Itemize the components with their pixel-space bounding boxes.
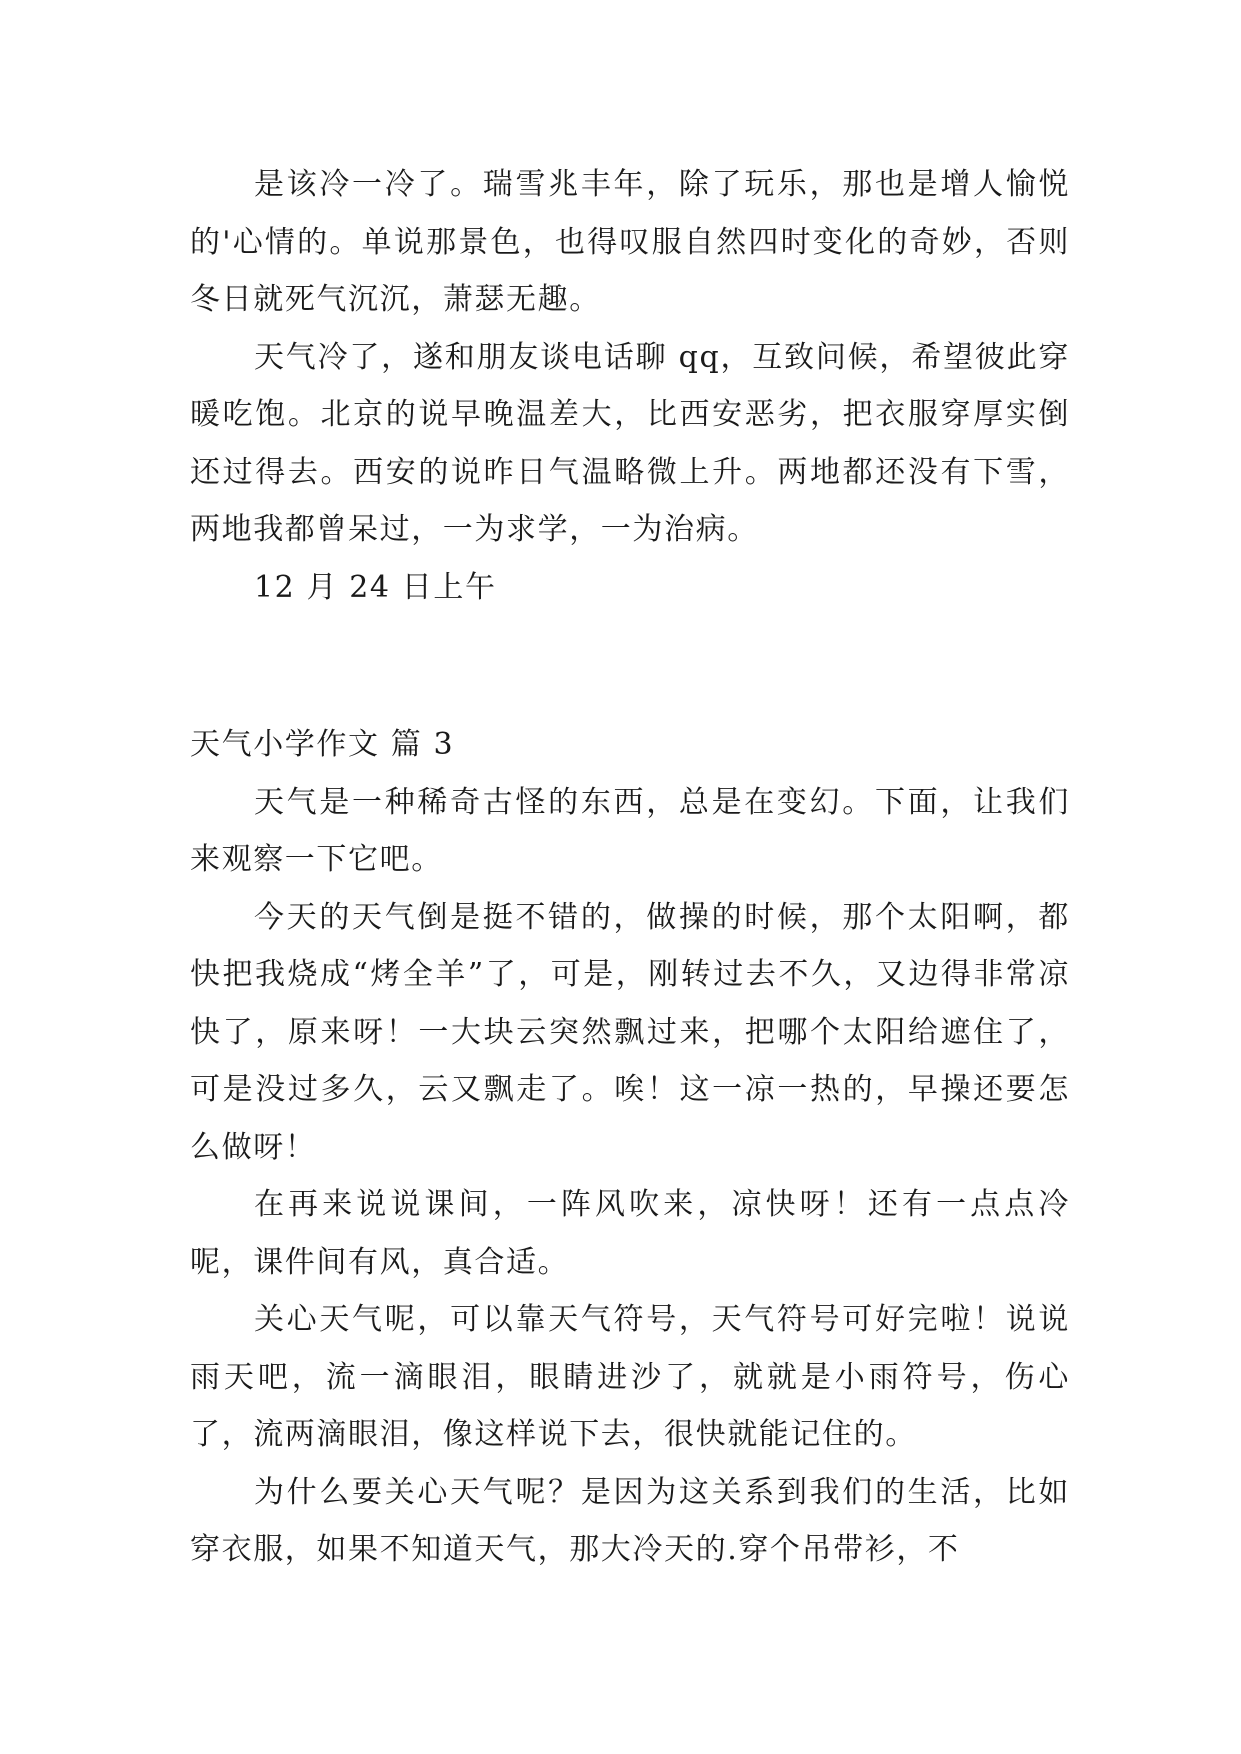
document-body [190,156,1070,1579]
paragraph-3: 天气是一种稀奇古怪的东西，总是在变幻。下面，让我们来观察一下它吧。 [190,784,1070,877]
paragraph-2: 天气冷了，遂和朋友谈电话聊 qq，互致问候，希望彼此穿暖吃饱。北京的说早晚温差大，比西安恶劣，把衣服穿厚实倒还过得去。西安的说昨日气温略微上升。两地都还没有下雪，两地我都曾呆过，一为求学，一为治病。 [190,339,1070,547]
section-title: 天气小学作文 篇 3 [190,727,455,762]
paragraph-4: 今天的天气倒是挺不错的，做操的时候，那个太阳啊，都快把我烧成“烤全羊”了，可是，刚转过去不久，又边得非常凉快了，原来呀！一大块云突然飘过来，把哪个太阳给遮住了，可是没过多久，云又飘走了。唉！这一凉一热的，早操还要怎么做呀！ [190,899,1070,1165]
paragraph-5: 在再来说说课间，一阵风吹来，凉快呀！还有一点点冷呢，课件间有风，真合适。 [190,1187,1070,1280]
paragraph-1: 是该冷一冷了。瑞雪兆丰年，除了玩乐，那也是增人愉悦的'心情的。单说那景色，也得叹服自然四时变化的奇妙，否则冬日就死气沉沉，萧瑟无趣。 [190,167,1070,317]
paragraph-6: 关心天气呢，可以靠天气符号，天气符号可好完啦！说说雨天吧，流一滴眼泪，眼睛进沙了，就就是小雨符号，伤心了，流两滴眼泪，像这样说下去，很快就能记住的。 [190,1302,1070,1452]
date-line: 12 月 24 日上午 [254,569,497,605]
paragraph-7: 为什么要关心天气呢？是因为这关系到我们的生活，比如穿衣服，如果不知道天气，那大冷天的.穿个吊带衫，不 [190,1474,1070,1567]
